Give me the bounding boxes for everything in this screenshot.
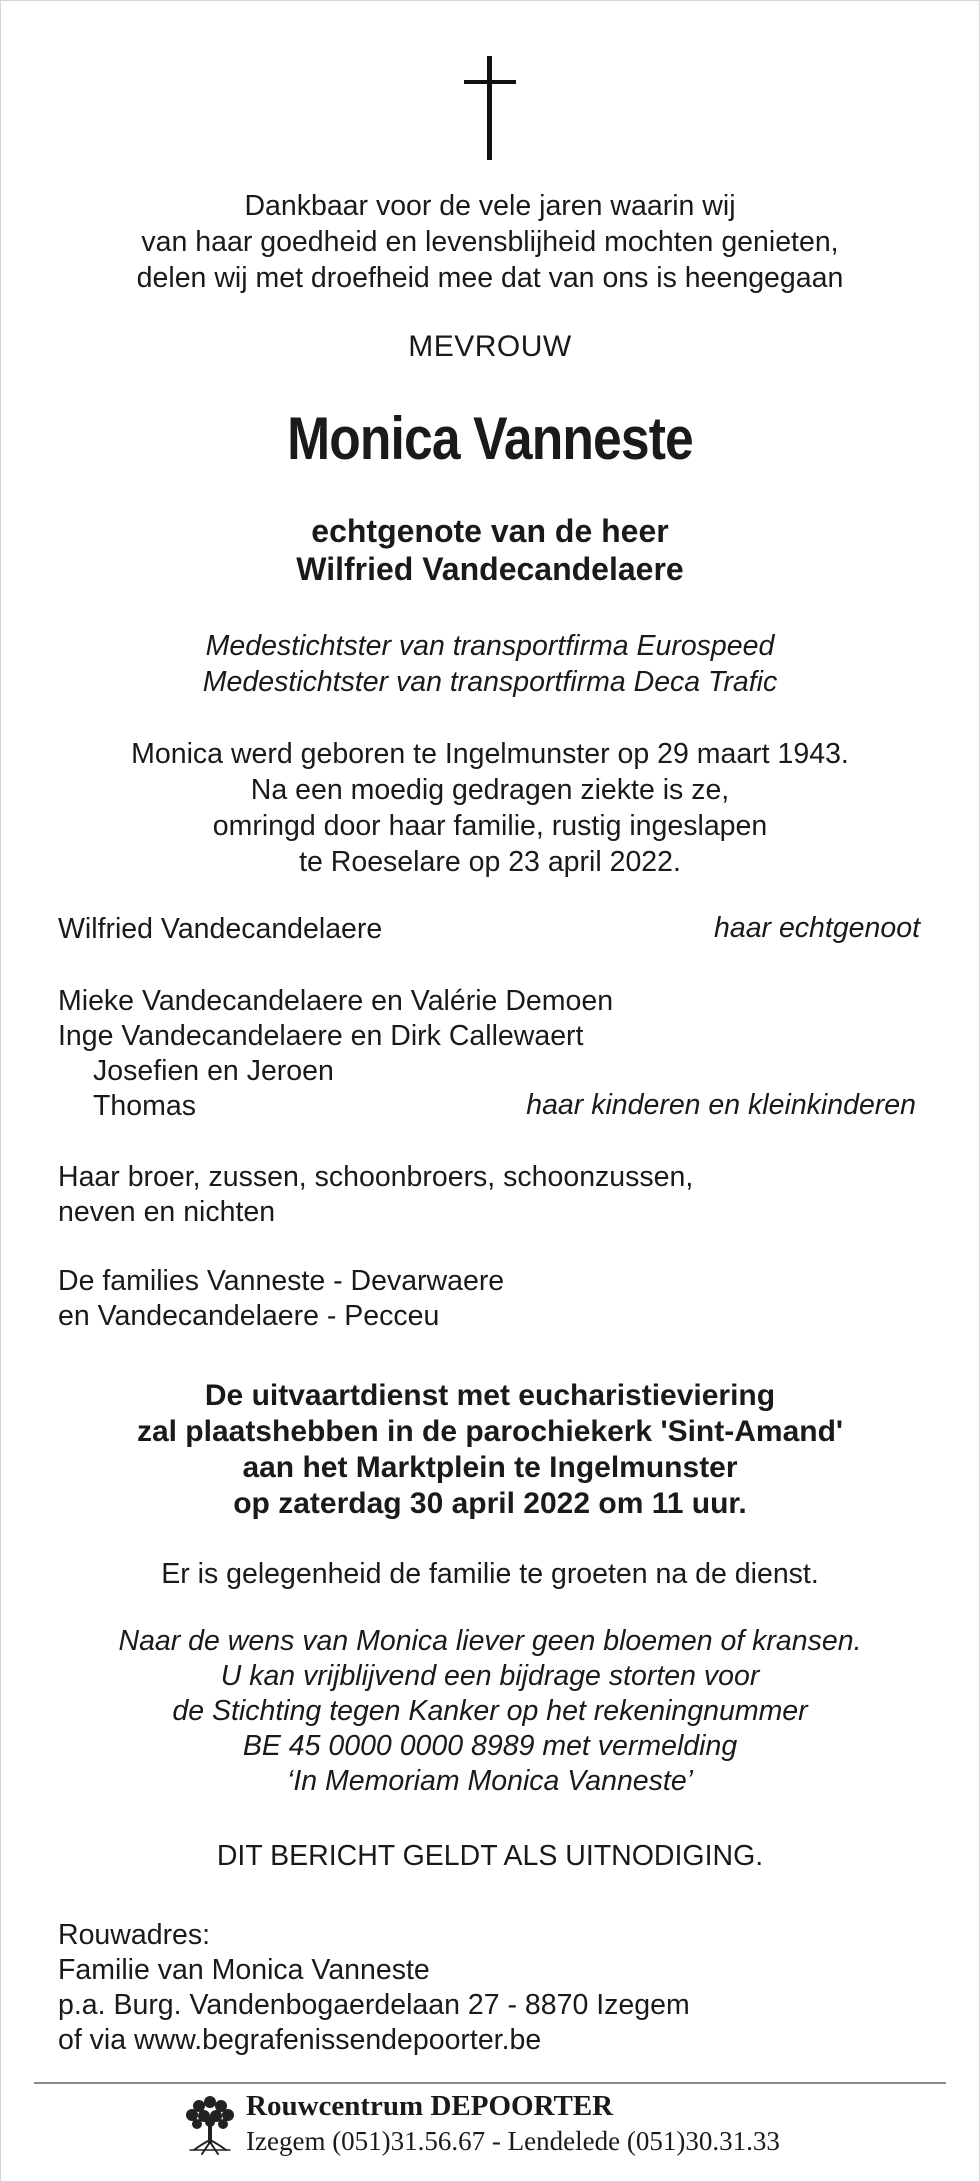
intro-line: Dankbaar voor de vele jaren waarin wij <box>244 190 736 222</box>
intro-line: delen wij met droefheid mee dat van ons is heengegaan <box>136 262 844 294</box>
address-line: Rouwadres: <box>58 1919 211 1951</box>
intro-text <box>0 188 980 296</box>
siblings-list <box>58 1160 693 1230</box>
service-line: zal plaatshebben in de parochiekerk 'Sint-Amand' <box>136 1415 844 1448</box>
children-relation: haar kinderen en kleinkinderen <box>526 1089 916 1121</box>
spouse-line: Wilfried Vandecandelaere <box>296 551 684 587</box>
biography <box>0 736 980 880</box>
role-line: Medestichtster van transportfirma Deca Trafic <box>202 666 778 698</box>
address-line: Familie van Monica Vanneste <box>58 1954 430 1986</box>
child-line: Mieke Vandecandelaere en Valérie Demoen <box>58 985 614 1017</box>
roles <box>0 628 980 700</box>
bio-line: te Roeselare op 23 april 2022. <box>299 846 681 878</box>
funeral-home-name: Rouwcentrum DEPOORTER <box>246 2090 614 2122</box>
funeral-home-phones: Izegem (051)31.56.67 - Lendelede (051)30.31.33 <box>246 2126 780 2156</box>
cross-icon <box>460 56 520 160</box>
bio-line: Na een moedig gedragen ziekte is ze, <box>250 774 730 806</box>
husband-relation: haar echtgenoot <box>714 912 920 944</box>
intro-line: van haar goedheid en levensblijheid mochten genieten, <box>141 226 839 258</box>
wish-line: U kan vrijblijvend een bijdrage storten voor <box>220 1660 760 1692</box>
wish-line: de Stichting tegen Kanker op het rekeningnummer <box>172 1695 808 1727</box>
tree-logo-icon <box>182 2092 238 2156</box>
siblings-line: neven en nichten <box>58 1196 276 1228</box>
role-line: Medestichtster van transportfirma Eurospeed <box>205 630 775 662</box>
wish-line: BE 45 0000 0000 8989 met vermelding <box>242 1730 738 1762</box>
siblings-line: Haar broer, zussen, schoonbroers, schoonzussen, <box>58 1161 694 1193</box>
service-line: op zaterdag 30 april 2022 om 11 uur. <box>233 1487 747 1520</box>
bio-line: omringd door haar familie, rustig ingeslapen <box>212 810 768 842</box>
mourning-address <box>58 1918 690 2058</box>
donation-wish <box>0 1624 980 1799</box>
invitation-note: DIT BERICHT GELDT ALS UITNODIGING. <box>216 1840 764 1872</box>
family-line: en Vandecandelaere - Pecceu <box>58 1300 440 1332</box>
family-line: De families Vanneste - Devarwaere <box>58 1265 505 1297</box>
service-line: aan het Marktplein te Ingelmunster <box>242 1451 738 1484</box>
grandchild-line: Thomas <box>93 1090 196 1122</box>
husband-name: Wilfried Vandecandelaere <box>58 913 383 945</box>
spouse-info <box>0 512 980 588</box>
title-prefix: MEVROUW <box>408 330 572 363</box>
funeral-service <box>0 1378 980 1522</box>
families-list <box>58 1264 504 1334</box>
grandchild-line: Josefien en Jeroen <box>93 1055 334 1087</box>
footer-divider <box>34 2082 946 2084</box>
wish-line: ‘In Memoriam Monica Vanneste’ <box>286 1765 694 1797</box>
wish-line: Naar de wens van Monica liever geen bloemen of kransen. <box>118 1625 862 1657</box>
child-line: Inge Vandecandelaere en Dirk Callewaert <box>58 1020 584 1052</box>
greeting-note: Er is gelegenheid de familie te groeten na de dienst. <box>161 1558 819 1590</box>
service-line: De uitvaartdienst met eucharistieviering <box>204 1379 776 1412</box>
address-line: p.a. Burg. Vandenbogaerdelaan 27 - 8870 Izegem <box>58 1989 690 2021</box>
bio-line: Monica werd geboren te Ingelmunster op 29 maart 1943. <box>131 738 849 770</box>
spouse-line: echtgenote van de heer <box>311 513 669 549</box>
deceased-name: Monica Vanneste <box>287 405 693 472</box>
address-line: of via www.begrafenissendepoorter.be <box>58 2024 542 2056</box>
